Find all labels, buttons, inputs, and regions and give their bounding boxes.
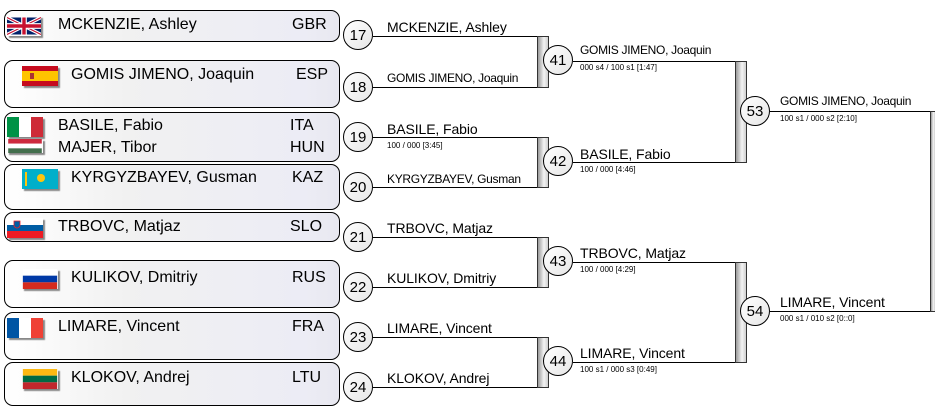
match-score: 100 / 000 [4:29]: [580, 265, 636, 274]
seed-row: [0, 115, 340, 137]
match-score: 000 s4 / 100 s1 [1:47]: [580, 63, 657, 72]
match-score: 100 / 000 [4:46]: [580, 165, 636, 174]
match-number-53[interactable]: 53: [740, 96, 770, 126]
round2-winner-name: TRBOVC, Matjaz: [580, 245, 686, 261]
spain-flag-icon: [22, 66, 58, 86]
seed-row: [0, 137, 340, 159]
slovenia-flag-icon: [7, 218, 43, 238]
seed-name: KLOKOV, Andrej: [71, 369, 190, 386]
seed-name: BASILE, Fabio: [58, 117, 163, 134]
seed-country: GBR: [292, 16, 327, 33]
round1-winner-name: KYRGYZBAYEV, Gusman: [387, 172, 521, 186]
seed-name: LIMARE, Vincent: [58, 318, 180, 335]
seed-row: [0, 267, 340, 289]
bracket-line: [573, 61, 735, 62]
match-number-17[interactable]: 17: [343, 20, 373, 50]
round1-winner-name: KULIKOV, Dmitriy: [387, 270, 497, 286]
round3-winner-name: GOMIS JIMENO, Joaquin: [780, 94, 912, 108]
round2-winner-name: GOMIS JIMENO, Joaquin: [580, 43, 712, 57]
kazakhstan-flag-icon: [22, 169, 58, 189]
bracket-line: [573, 362, 735, 363]
bracket-line: [373, 187, 537, 188]
seed-name: MCKENZIE, Ashley: [58, 16, 197, 33]
seed-row: [0, 167, 340, 189]
seed-country: FRA: [292, 318, 324, 335]
seed-country: ESP: [296, 66, 329, 83]
seed-country: ITA: [290, 117, 314, 134]
match-score: 100 s1 / 000 s2 [2:10]: [780, 114, 857, 123]
round1-winner-name: MCKENZIE, Ashley: [387, 19, 507, 35]
italy-flag-icon: [7, 117, 43, 137]
seed-name: KYRGYZBAYEV, Gusman: [71, 169, 257, 186]
match-score: 100 s1 / 000 s3 [0:49]: [580, 365, 657, 374]
round1-winner-name: LIMARE, Vincent: [387, 320, 492, 336]
russia-flag-icon: [22, 269, 58, 289]
seed-row: [0, 216, 340, 238]
match-number-43[interactable]: 43: [543, 246, 573, 276]
seed-row: [0, 316, 340, 338]
bracket-line: [373, 137, 537, 138]
match-number-19[interactable]: 19: [343, 122, 373, 152]
seed-name: MAJER, Tibor: [58, 139, 157, 156]
match-number-20[interactable]: 20: [343, 172, 373, 202]
bracket-line: [373, 87, 537, 88]
match-number-23[interactable]: 23: [343, 322, 373, 352]
seed-name: GOMIS JIMENO, Joaquin: [71, 66, 255, 83]
match-number-21[interactable]: 21: [343, 222, 373, 252]
match-number-24[interactable]: 24: [343, 372, 373, 402]
seed-country: KAZ: [292, 169, 324, 186]
bracket-connector: [930, 111, 935, 312]
uk-flag-icon: [7, 16, 41, 36]
match-number-22[interactable]: 22: [343, 272, 373, 302]
round2-winner-name: LIMARE, Vincent: [580, 345, 685, 361]
bracket-line: [373, 337, 537, 338]
seed-row: [0, 64, 340, 86]
match-score: 100 / 000 [3:45]: [387, 141, 443, 150]
bracket-line: [573, 262, 735, 263]
match-number-54[interactable]: 54: [740, 296, 770, 326]
seed-country: SLO: [290, 218, 323, 235]
round1-winner-name: TRBOVC, Matjaz: [387, 220, 493, 236]
lithuania-flag-icon: [22, 369, 58, 389]
france-flag-icon: [7, 318, 43, 338]
bracket-line: [770, 111, 930, 112]
seed-name: TRBOVC, Matjaz: [58, 218, 181, 235]
match-number-41[interactable]: 41: [543, 45, 573, 75]
seed-country: HUN: [290, 139, 325, 156]
hungary-flag-icon: [7, 139, 43, 153]
match-score: 000 s1 / 010 s2 [0::0]: [780, 314, 855, 323]
match-number-42[interactable]: 42: [543, 146, 573, 176]
match-number-44[interactable]: 44: [543, 346, 573, 376]
round3-winner-name: LIMARE, Vincent: [780, 294, 885, 310]
bracket-line: [373, 387, 537, 388]
seed-name: KULIKOV, Dmitriy: [71, 269, 198, 286]
seed-row: [0, 14, 340, 36]
match-number-18[interactable]: 18: [343, 72, 373, 102]
round2-winner-name: BASILE, Fabio: [580, 146, 671, 162]
round1-winner-name: KLOKOV, Andrej: [387, 370, 490, 386]
bracket-line: [373, 287, 537, 288]
bracket-line: [573, 162, 735, 163]
round1-winner-name: GOMIS JIMENO, Joaquin: [387, 71, 519, 85]
seed-row: [0, 367, 340, 389]
bracket-line: [373, 237, 537, 238]
seed-country: RUS: [292, 269, 326, 286]
bracket-line: [770, 311, 930, 312]
bracket-line: [373, 36, 537, 37]
round1-winner-name: BASILE, Fabio: [387, 121, 478, 137]
seed-country: LTU: [292, 369, 322, 386]
